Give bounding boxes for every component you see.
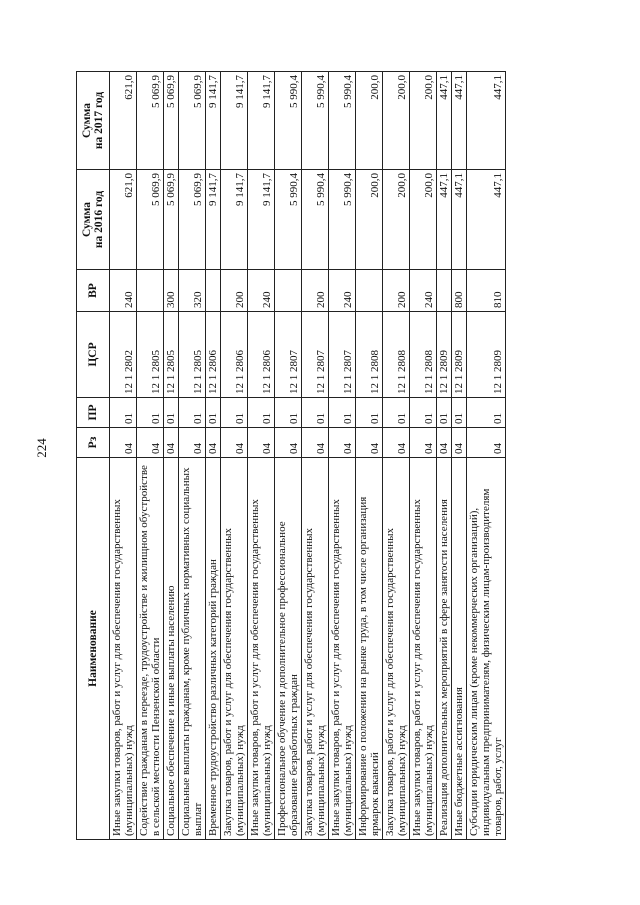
table-cell-pr: 01 [110,398,137,428]
table-cell-sum-2016: 5 069,9 [164,170,179,270]
table-cell-sum-2017: 5 069,9 [137,72,164,170]
table-cell-sum-2017: 447,1 [467,72,506,170]
table-cell-sum-2016: 200,0 [410,170,437,270]
table-cell-vr: 810 [467,270,506,312]
table-cell-sum-2016: 447,1 [467,170,506,270]
table-cell-csr: 12 1 2807 [302,312,329,398]
table-cell-sum-2016: 5 990,4 [329,170,356,270]
table-cell-vr [137,270,164,312]
table-row [275,72,302,840]
table-cell-csr: 12 1 2807 [329,312,356,398]
table-cell-rz: 04 [206,428,221,458]
table-cell-rz: 04 [248,428,275,458]
table-cell-name: Закупка товаров, работ и услуг для обеспечения государственных (муниципальных) нужд [221,458,248,840]
table-cell-pr: 01 [302,398,329,428]
table-cell-csr: 12 1 2802 [110,312,137,398]
table-cell-rz: 04 [329,428,356,458]
table-row [248,72,275,840]
table-cell-name: Иные закупки товаров, работ и услуг для обеспечения государственных (муниципальных) нужд [329,458,356,840]
table-cell-sum-2017: 447,1 [452,72,467,170]
header-name: Наименование [77,458,110,840]
table-cell-sum-2016: 9 141,7 [206,170,221,270]
table-cell-sum-2016: 5 069,9 [179,170,206,270]
table-cell-sum-2016: 447,1 [452,170,467,270]
table-cell-pr: 01 [437,398,452,428]
table-cell-vr: 240 [110,270,137,312]
table-cell-sum-2016: 5 990,4 [302,170,329,270]
table-row [410,72,437,840]
table-cell-sum-2017: 200,0 [383,72,410,170]
table-cell-pr: 01 [137,398,164,428]
table-cell-pr: 01 [452,398,467,428]
page-number: 224 [34,438,49,458]
table-cell-pr: 01 [164,398,179,428]
table-cell-sum-2016: 200,0 [356,170,383,270]
table-cell-csr: 12 1 2806 [221,312,248,398]
table-cell-vr [437,270,452,312]
table-cell-vr: 240 [410,270,437,312]
table-cell-sum-2017: 9 141,7 [248,72,275,170]
table-cell-pr: 01 [248,398,275,428]
table-cell-sum-2017: 9 141,7 [221,72,248,170]
table-cell-pr: 01 [410,398,437,428]
table-cell-name: Закупка товаров, работ и услуг для обеспечения государственных (муниципальных) нужд [383,458,410,840]
table-row [356,72,383,840]
table-cell-rz: 04 [275,428,302,458]
table-cell-sum-2016: 200,0 [383,170,410,270]
table-cell-sum-2017: 5 990,4 [302,72,329,170]
table-cell-vr: 320 [179,270,206,312]
table-cell-pr: 01 [329,398,356,428]
table-cell-csr: 12 1 2805 [179,312,206,398]
header-sum-2017-line2: на 2017 год [93,91,105,150]
table-cell-sum-2016: 5 069,9 [137,170,164,270]
table-cell-name: Реализация дополнительных мероприятий в сфере занятости населения [437,458,452,840]
table-row [137,72,164,840]
table-cell-csr: 12 1 2808 [410,312,437,398]
table-row [302,72,329,840]
table-cell-sum-2016: 447,1 [437,170,452,270]
table-cell-sum-2017: 621,0 [110,72,137,170]
table-cell-name: Иные закупки товаров, работ и услуг для обеспечения государственных (муниципальных) нужд [248,458,275,840]
table-cell-vr: 200 [221,270,248,312]
table-cell-name: Профессиональное обучение и дополнительное профессиональное образование безработных граждан [275,458,302,840]
table-cell-sum-2017: 5 990,4 [329,72,356,170]
table-cell-vr [275,270,302,312]
table-cell-pr: 01 [221,398,248,428]
table-cell-vr: 800 [452,270,467,312]
table-cell-name: Содействие гражданам в переезде, трудоустройстве и жилищном обустройстве в сельской местности Пензенской области [137,458,164,840]
header-sum-2016-line1: Сумма [81,202,93,237]
table-cell-csr: 12 1 2808 [383,312,410,398]
table-cell-rz: 04 [437,428,452,458]
table-cell-sum-2017: 5 069,9 [164,72,179,170]
budget-table-rotated [76,72,561,840]
table-cell-rz: 04 [110,428,137,458]
table-row [206,72,221,840]
table-cell-pr: 01 [383,398,410,428]
table-cell-csr: 12 1 2809 [452,312,467,398]
table-row [329,72,356,840]
table-cell-vr: 300 [164,270,179,312]
table-cell-name: Субсидии юридическим лицам (кроме некоммерческих организаций), индивидуальным предпринимателям, физическим лицам-производителям товаров, работ, услуг [467,458,506,840]
table-cell-sum-2017: 9 141,7 [206,72,221,170]
header-sum-2017-line1: Сумма [81,103,93,138]
table-cell-rz: 04 [221,428,248,458]
table-row [467,72,506,840]
table-cell-sum-2016: 9 141,7 [221,170,248,270]
header-csr: ЦСР [77,312,110,398]
table-cell-sum-2017: 200,0 [356,72,383,170]
header-rz: Рз [77,428,110,458]
table-cell-pr: 01 [206,398,221,428]
table-cell-rz: 04 [452,428,467,458]
table-cell-rz: 04 [179,428,206,458]
table-cell-pr: 01 [179,398,206,428]
header-vr: ВР [77,270,110,312]
header-sum-2017 [77,72,110,170]
table-cell-csr: 12 1 2806 [248,312,275,398]
table-cell-name: Иные закупки товаров, работ и услуг для обеспечения государственных (муниципальных) нужд [110,458,137,840]
table-cell-vr: 200 [302,270,329,312]
table-cell-name: Иные бюджетные ассигнования [452,458,467,840]
header-sum-2016-line2: на 2016 год [93,190,105,249]
table-cell-sum-2017: 200,0 [410,72,437,170]
table-cell-sum-2016: 621,0 [110,170,137,270]
table-cell-csr: 12 1 2805 [137,312,164,398]
table-cell-name: Информирование о положении на рынке труда, в том числе организация ярмарок вакансий [356,458,383,840]
table-cell-rz: 04 [302,428,329,458]
table-cell-sum-2017: 447,1 [437,72,452,170]
table-cell-csr: 12 1 2807 [275,312,302,398]
table-row [452,72,467,840]
table-body [110,72,506,840]
table-cell-rz: 04 [410,428,437,458]
table-row [164,72,179,840]
table-cell-rz: 04 [356,428,383,458]
table-cell-sum-2016: 5 990,4 [275,170,302,270]
table-cell-name: Временное трудоустройство различных категорий граждан [206,458,221,840]
table-cell-vr: 200 [383,270,410,312]
table-row [110,72,137,840]
table-row [179,72,206,840]
table-cell-vr [356,270,383,312]
table-header-row [77,72,110,840]
table-cell-sum-2017: 5 069,9 [179,72,206,170]
table-cell-csr: 12 1 2808 [356,312,383,398]
table-cell-csr: 12 1 2806 [206,312,221,398]
table-cell-csr: 12 1 2809 [467,312,506,398]
table-cell-name: Социальные выплаты гражданам, кроме публичных нормативных социальных выплат [179,458,206,840]
table-cell-vr: 240 [329,270,356,312]
table-cell-rz: 04 [467,428,506,458]
table-cell-csr: 12 1 2809 [437,312,452,398]
table-cell-sum-2016: 9 141,7 [248,170,275,270]
table-cell-name: Иные закупки товаров, работ и услуг для обеспечения государственных (муниципальных) нужд [410,458,437,840]
table-cell-sum-2017: 5 990,4 [275,72,302,170]
table-cell-rz: 04 [383,428,410,458]
header-pr: ПР [77,398,110,428]
table-row [221,72,248,840]
table-cell-pr: 01 [356,398,383,428]
table-cell-csr: 12 1 2805 [164,312,179,398]
table-cell-vr [206,270,221,312]
table-cell-pr: 01 [275,398,302,428]
header-sum-2016 [77,170,110,270]
budget-table [76,71,506,840]
table-cell-name: Социальное обеспечение и иные выплаты населению [164,458,179,840]
table-cell-rz: 04 [137,428,164,458]
table-row [437,72,452,840]
table-row [383,72,410,840]
table-cell-pr: 01 [467,398,506,428]
table-cell-rz: 04 [164,428,179,458]
table-cell-name: Закупка товаров, работ и услуг для обеспечения государственных (муниципальных) нужд [302,458,329,840]
table-cell-vr: 240 [248,270,275,312]
